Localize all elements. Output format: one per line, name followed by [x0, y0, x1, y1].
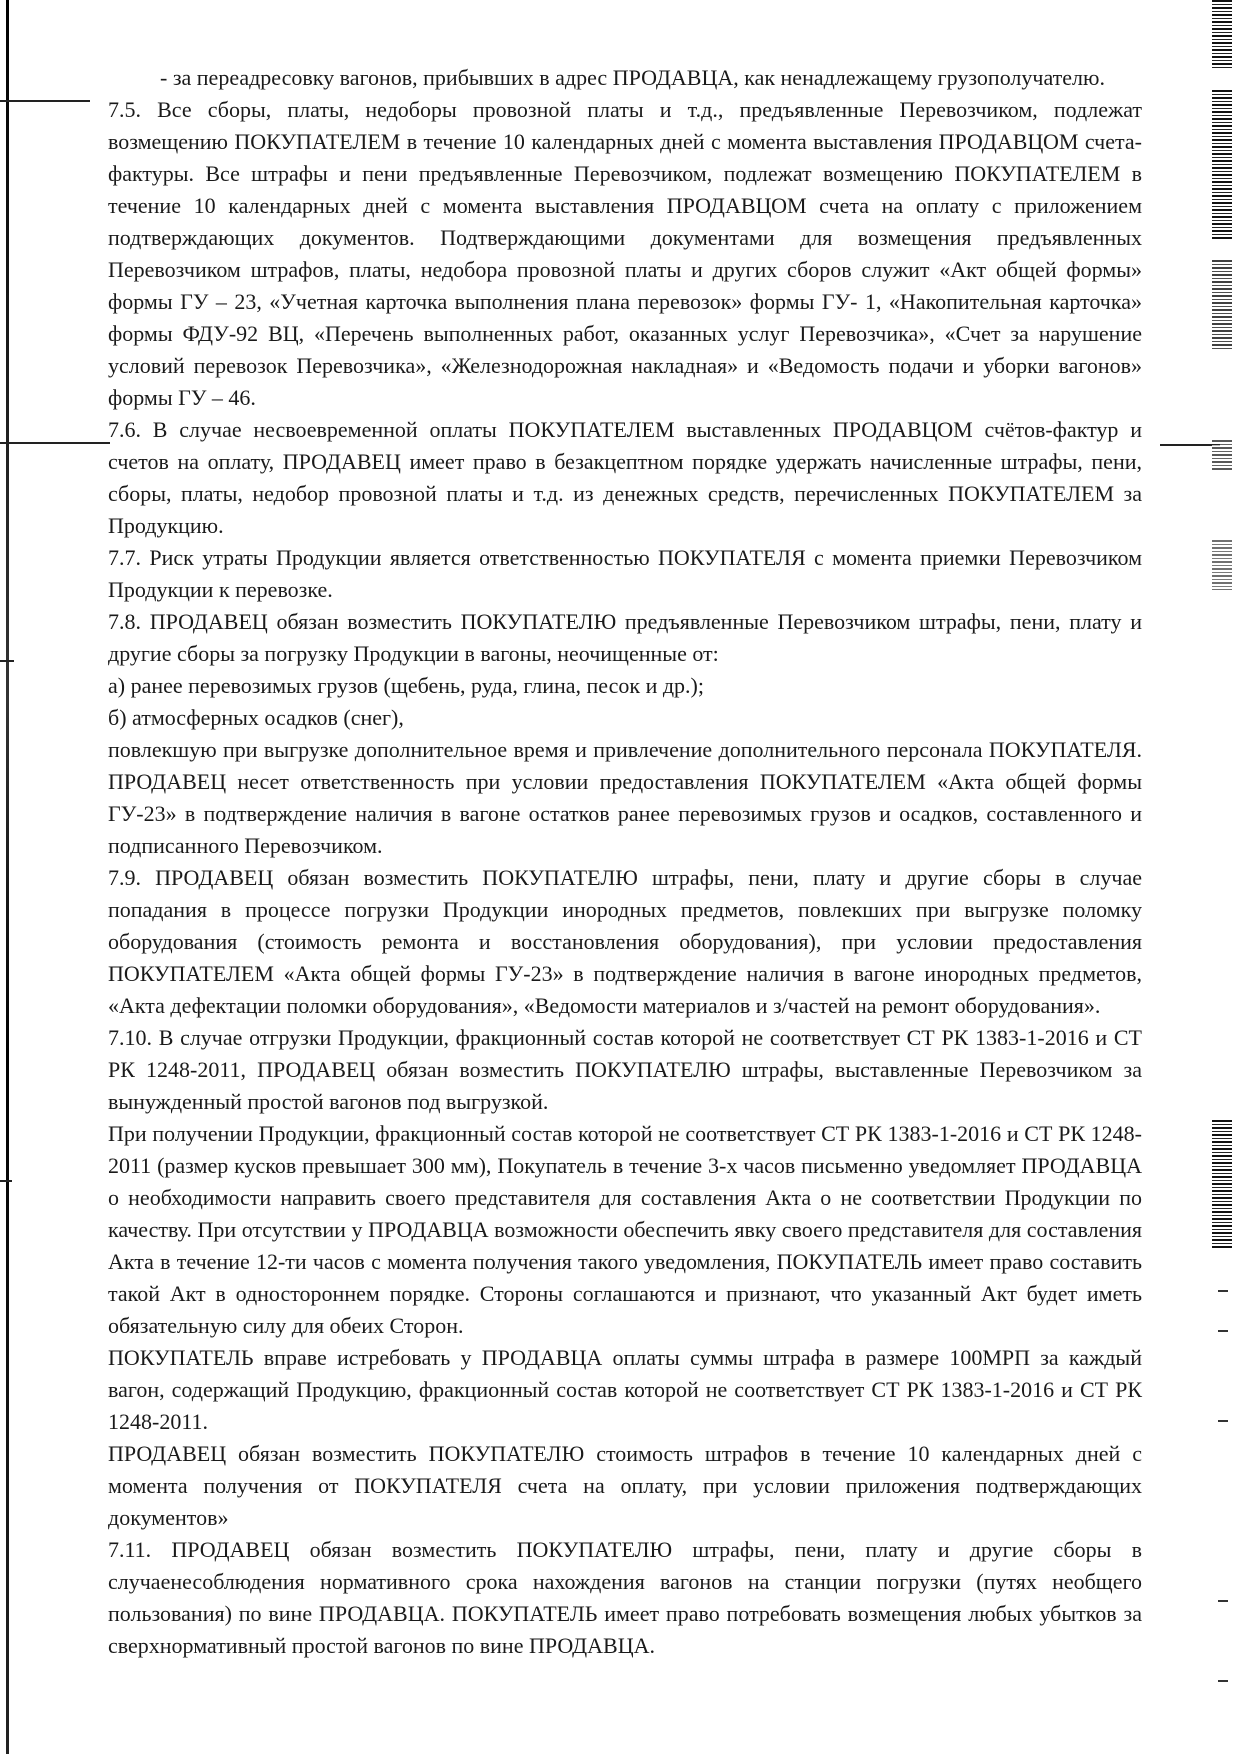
paragraph-7-9: 7.9. ПРОДАВЕЦ обязан возместить ПОКУПАТЕЛЮ штрафы, пени, плату и другие сборы в случае попадания в процессе погрузки Продукции инородных предметов, повлекших при выгрузке поломку оборудования (стоимость ремонта и восстановления оборудования), при условии предоставления ПОКУПАТЕЛЕМ «Акта общей формы ГУ-23» в подтверждение наличия в вагоне инородных предметов, «Акта дефектации поломки оборудования», «Ведомости материалов и з/частей на ремонт оборудования».: [108, 865, 1142, 1018]
scan-left-mark: [0, 660, 14, 662]
paragraph-7-7: 7.7. Риск утраты Продукции является ответственностью ПОКУПАТЕЛЯ с момента приемки Перевозчиком Продукции к перевозке.: [108, 545, 1142, 602]
scan-left-mark: [0, 100, 90, 102]
scan-stray-line: [1160, 444, 1220, 446]
scan-barcode-strip: [1212, 0, 1232, 70]
scan-right-tick: [1218, 1600, 1228, 1602]
scan-right-tick: [1218, 1680, 1228, 1682]
paragraph-7-10-reimbursement: ПРОДАВЕЦ обязан возместить ПОКУПАТЕЛЮ стоимость штрафов в течение 10 календарных дней с момента получения от ПОКУПАТЕЛЯ счета на оплату, при условии приложения подтверждающих документов»: [108, 1441, 1142, 1530]
scan-left-mark: [0, 1180, 12, 1182]
scan-barcode-strip: [1212, 90, 1232, 240]
paragraph-7-10-penalty: ПОКУПАТЕЛЬ вправе истребовать у ПРОДАВЦА оплаты суммы штрафа в размере 100МРП за каждый вагон, содержащий Продукцию, фракционный состав которой не соответствует СТ РК 1383-1-2016 и СТ РК 1248-2011.: [108, 1345, 1142, 1434]
paragraph-7-10: 7.10. В случае отгрузки Продукции, фракционный состав которой не соответствует СТ РК 1383-1-2016 и СТ РК 1248-2011, ПРОДАВЕЦ обязан возместить ПОКУПАТЕЛЮ штрафы, выставленные Перевозчиком за вынужденный простой вагонов под выгрузкой.: [108, 1025, 1142, 1114]
paragraph-7-8: 7.8. ПРОДАВЕЦ обязан возместить ПОКУПАТЕЛЮ предъявленные Перевозчиком штрафы, пени, плату и другие сборы за погрузку Продукции в вагоны, неочищенные от:: [108, 609, 1142, 666]
list-item-a: а) ранее перевозимых грузов (щебень, руда, глина, песок и др.);: [108, 673, 704, 698]
scan-right-tick: [1218, 1330, 1228, 1332]
scan-left-edge: [6, 0, 9, 1754]
document-body: [108, 62, 1142, 1662]
list-item-b: б) атмосферных осадков (снег),: [108, 705, 404, 730]
scan-stray-line: [0, 442, 110, 444]
scan-barcode-strip: [1212, 540, 1232, 590]
paragraph-readdressing: - за переадресовку вагонов, прибывших в адрес ПРОДАВЦА, как ненадлежащему грузополучателю.: [160, 65, 1105, 90]
scan-barcode-strip: [1212, 260, 1232, 350]
scan-right-tick: [1218, 1420, 1228, 1422]
paragraph-7-10-inspection: При получении Продукции, фракционный состав которой не соответствует СТ РК 1383-1-2016 и СТ РК 1248-2011 (размер кусков превышает 300 мм), Покупатель в течение 3-х часов письменно уведомляет ПРОДАВЦА о необходимости направить своего представителя для составления Акта о не соответствии Продукции по качеству. При отсутствии у ПРОДАВЦА возможности обеспечить явку своего представителя для составления Акта в течение 12-ти часов с момента получения такого уведомления, ПОКУПАТЕЛЬ имеет право составить такой Акт в одностороннем порядке. Стороны соглашаются и признают, что указанный Акт будет иметь обязательную силу для обеих Сторон.: [108, 1121, 1142, 1338]
scan-barcode-strip: [1212, 440, 1232, 470]
scan-barcode-strip: [1212, 1120, 1232, 1250]
scan-right-tick: [1218, 1290, 1228, 1292]
paragraph-7-5: 7.5. Все сборы, платы, недоборы провозной платы и т.д., предъявленные Перевозчиком, подлежат возмещению ПОКУПАТЕЛЕМ в течение 10 календарных дней с момента выставления ПРОДАВЦОМ счета-фактуры. Все штрафы и пени предъявленные Перевозчиком, подлежат возмещению ПОКУПАТЕЛЕМ в течение 10 календарных дней с момента выставления ПРОДАВЦОМ счета на оплату с приложением подтверждающих документов. Подтверждающими документами для возмещения предъявленных Перевозчиком штрафов, платы, недобора провозной платы и других сборов служит «Акт общей формы» формы ГУ – 23, «Учетная карточка выполнения плана перевозок» формы ГУ- 1, «Накопительная карточка» формы ФДУ-92 ВЦ, «Перечень выполненных работ, оказанных услуг Перевозчика», «Счет за нарушение условий перевозок Перевозчика», «Железнодорожная накладная» и «Ведомость подачи и уборки вагонов» формы ГУ – 46.: [108, 97, 1142, 410]
paragraph-7-11: 7.11. ПРОДАВЕЦ обязан возместить ПОКУПАТЕЛЮ штрафы, пени, плату и другие сборы в случаенесоблюдения нормативного срока нахождения вагонов на станции погрузки (путях необщего пользования) по вине ПРОДАВЦА. ПОКУПАТЕЛЬ имеет право потребовать возмещения любых убытков за сверхнормативный простой вагонов по вине ПРОДАВЦА.: [108, 1537, 1142, 1658]
paragraph-7-6: 7.6. В случае несвоевременной оплаты ПОКУПАТЕЛЕМ выставленных ПРОДАВЦОМ счётов-фактур и счетов на оплату, ПРОДАВЕЦ имеет право в безакцептном порядке удержать начисленные штрафы, пени, сборы, платы, недобор провозной платы и т.д. из денежных средств, перечисленных ПОКУПАТЕЛЕМ за Продукцию.: [108, 417, 1142, 538]
paragraph-7-8-continued: повлекшую при выгрузке дополнительное время и привлечение дополнительного персонала ПОКУПАТЕЛЯ. ПРОДАВЕЦ несет ответственность при условии предоставления ПОКУПАТЕЛЕМ «Акта общей формы ГУ-23» в подтверждение наличия в вагоне остатков ранее перевозимых грузов и осадков, составленного и подписанного Перевозчиком.: [108, 737, 1142, 858]
